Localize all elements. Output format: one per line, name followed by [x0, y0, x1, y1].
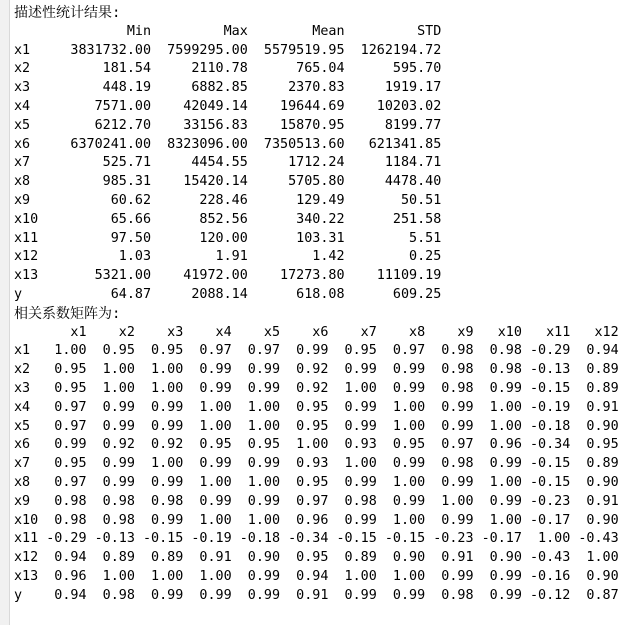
- table-row: x10 65.66 852.56 340.22 251.58: [14, 211, 442, 227]
- table-row: x5 0.97 0.99 0.99 1.00 1.00 0.95 0.99 1.00 0.99 1.00 -0.18 0.90: [14, 418, 619, 434]
- table-row: x5 6212.70 33156.83 15870.95 8199.77: [14, 117, 442, 133]
- table-row: x9 0.98 0.98 0.98 0.99 0.99 0.97 0.98 0.99 1.00 0.99 -0.23 0.91: [14, 493, 619, 509]
- descriptive-stats-table: [14, 23, 636, 305]
- table-row: x7 0.95 0.99 1.00 0.99 0.99 0.93 1.00 0.99 0.98 0.99 -0.15 0.89: [14, 456, 619, 472]
- table-header-row: Min Max Mean STD: [14, 23, 442, 39]
- table-row: x1 3831732.00 7599295.00 5579519.95 1262194.72: [14, 42, 442, 58]
- table-row: x8 985.31 15420.14 5705.80 4478.40: [14, 174, 442, 190]
- descriptive-stats-heading: 描述性统计结果:: [14, 5, 121, 21]
- table-row: x6 6370241.00 8323096.00 7350513.60 621341.85: [14, 136, 442, 152]
- table-row: x7 525.71 4454.55 1712.24 1184.71: [14, 155, 442, 171]
- table-row: y 64.87 2088.14 618.08 609.25: [14, 286, 442, 302]
- table-row: x1 1.00 0.95 0.95 0.97 0.97 0.99 0.95 0.97 0.98 0.98 -0.29 0.94: [14, 343, 619, 359]
- table-row: x6 0.99 0.92 0.92 0.95 0.95 1.00 0.93 0.95 0.97 0.96 -0.34 0.95: [14, 437, 619, 453]
- table-row: x3 0.95 1.00 1.00 0.99 0.99 0.92 1.00 0.99 0.98 0.99 -0.15 0.89: [14, 380, 619, 396]
- table-header-row: x1 x2 x3 x4 x5 x6 x7 x8 x9 x10 x11 x12: [14, 324, 619, 340]
- table-row: x3 448.19 6882.85 2370.83 1919.17: [14, 80, 442, 96]
- table-row: y 0.94 0.98 0.99 0.99 0.99 0.91 0.99 0.99 0.98 0.99 -0.12 0.87: [14, 587, 619, 603]
- table-row: x13 0.96 1.00 1.00 1.00 0.99 0.94 1.00 1.00 0.99 0.99 -0.16 0.90: [14, 568, 619, 584]
- table-row: x8 0.97 0.99 0.99 1.00 1.00 0.95 0.99 1.00 0.99 1.00 -0.15 0.90: [14, 474, 619, 490]
- table-row: x13 5321.00 41972.00 17273.80 11109.19: [14, 268, 442, 284]
- table-row: x2 0.95 1.00 1.00 0.99 0.99 0.92 0.99 0.99 0.98 0.98 -0.13 0.89: [14, 362, 619, 378]
- table-row: x12 0.94 0.89 0.89 0.91 0.90 0.95 0.89 0.90 0.91 0.90 -0.43 1.00: [14, 550, 619, 566]
- table-row: x11 -0.29 -0.13 -0.15 -0.19 -0.18 -0.34 -0.15 -0.15 -0.23 -0.17 1.00 -0.43: [14, 531, 619, 547]
- correlation-matrix-heading: 相关系数矩阵为:: [14, 305, 121, 322]
- table-row: x11 97.50 120.00 103.31 5.51: [14, 230, 442, 246]
- console-output: [10, 0, 636, 625]
- correlation-matrix-table: [14, 324, 636, 606]
- table-row: x4 7571.00 42049.14 19644.69 10203.02: [14, 98, 442, 114]
- window-edge-strip: [0, 0, 10, 625]
- table-row: x4 0.97 0.99 0.99 1.00 1.00 0.95 0.99 1.00 0.99 1.00 -0.19 0.91: [14, 399, 619, 415]
- table-row: x12 1.03 1.91 1.42 0.25: [14, 249, 442, 265]
- table-row: x2 181.54 2110.78 765.04 595.70: [14, 61, 442, 77]
- table-row: x9 60.62 228.46 129.49 50.51: [14, 192, 442, 208]
- table-row: x10 0.98 0.98 0.99 1.00 1.00 0.96 0.99 1.00 0.99 1.00 -0.17 0.90: [14, 512, 619, 528]
